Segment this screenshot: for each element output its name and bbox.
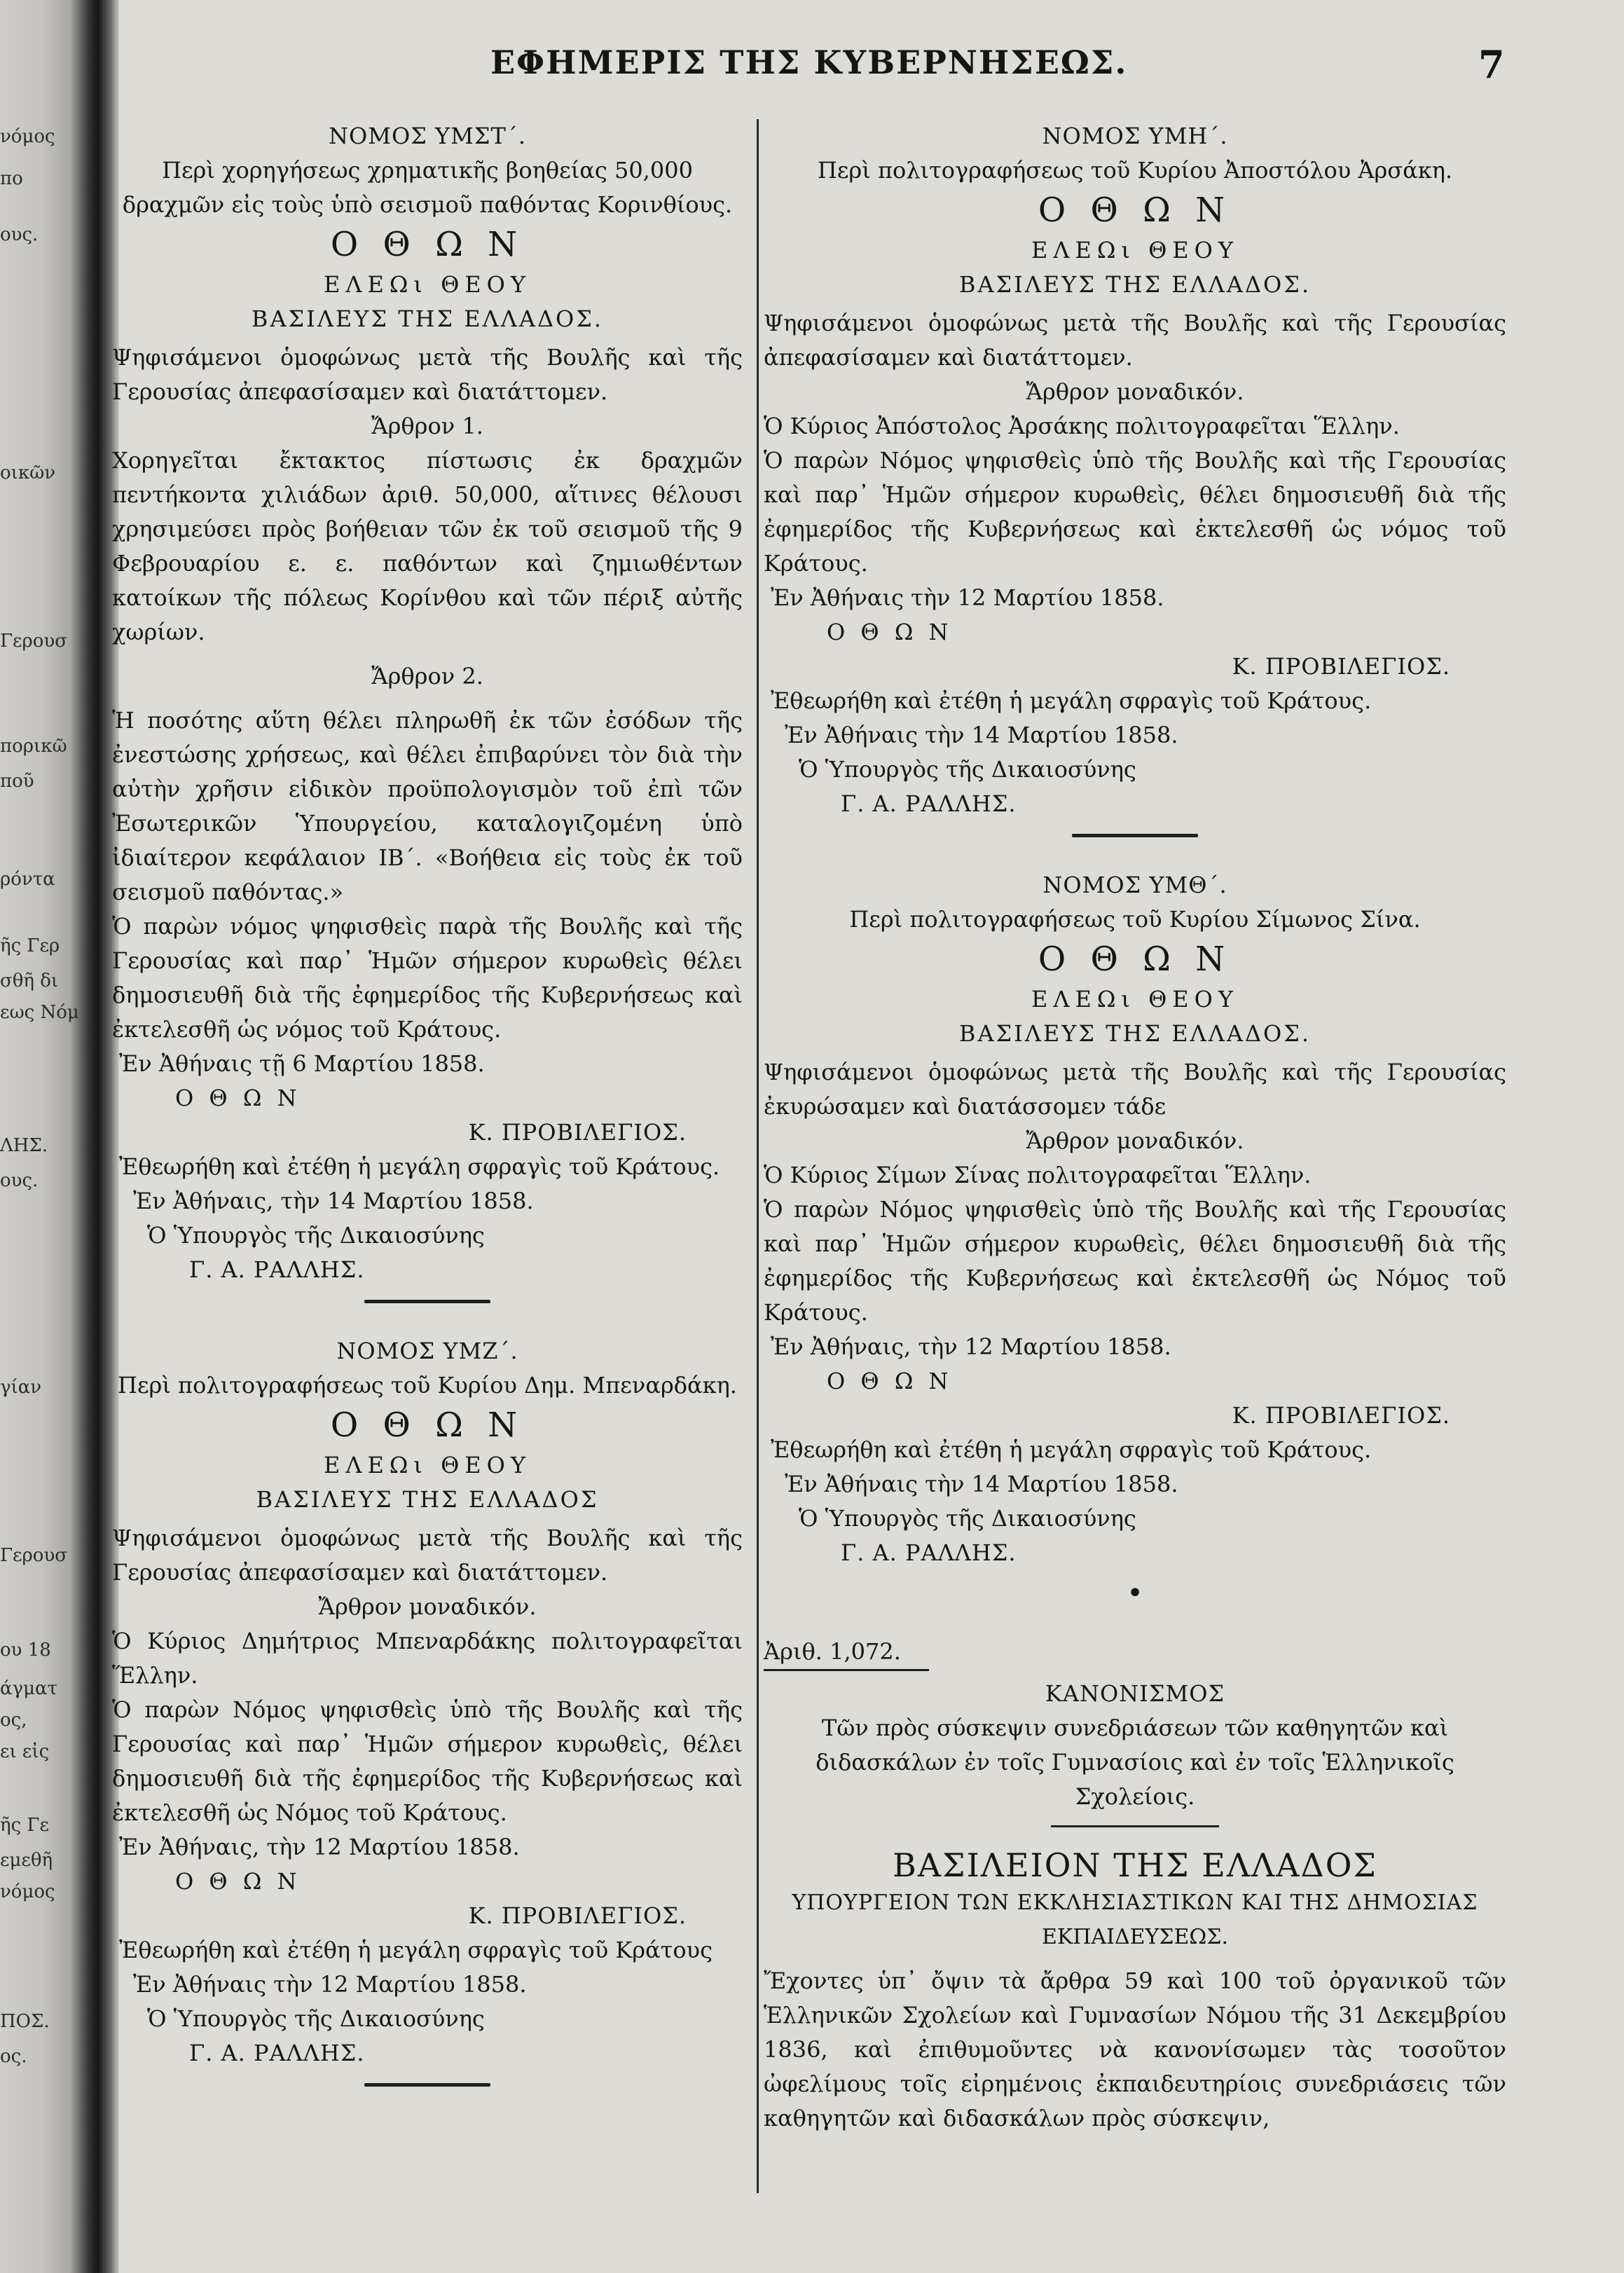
seal-date: Ἐν Ἀθήναις τὴν 12 Μαρτίου 1858. [133, 1971, 527, 1998]
edge-fragment: εμεθῆ [0, 1850, 53, 1871]
edge-fragment: ῆς Γερ [0, 935, 60, 956]
kingdom-heading: ΒΑΣΙΛΕΙΟΝ ΤΗΣ ΕΛΛΑΔΟΣ [893, 1846, 1377, 1884]
king-name: Ο Θ Ω Ν [330, 1406, 525, 1445]
article-text: Ὁ Κύριος Σίμων Σίνας πολιτογραφεῖται Ἕλλην. [764, 1162, 1312, 1188]
edge-fragment: ει εἰς [0, 1741, 50, 1762]
edge-fragment: νόμος [0, 126, 55, 147]
regulation-title: ΚΑΝΟΝΙΣΜΟΣ [1045, 1680, 1225, 1707]
closing-text: Ὁ παρὼν νόμος ψηφισθεὶς παρὰ τῆς Βουλῆς καὶ τῆς Γερουσίας καὶ παρ᾽ Ἡμῶν σήμερον κυρωθεὶς θέλει δημοσιευθῆ διὰ τῆς ἐφημερίδος τῆς Κυβερνήσεως καὶ ἐκτελεσθῆ ὡς νόμος τοῦ Κράτους. [112, 913, 743, 1043]
royal-signature: Ο Θ Ω Ν [827, 619, 953, 645]
edge-fragment: ους. [0, 224, 39, 245]
edge-fragment: άγματ [0, 1678, 57, 1699]
article-heading: Ἄρθρον 2. [371, 663, 483, 689]
law-ymi [764, 119, 1506, 837]
seal-notice: Ἐθεωρήθη καὶ ἐτέθη ἡ μεγάλη σφραγὶς τοῦ Κράτους. [771, 1436, 1372, 1463]
regulation-subtitle: Τῶν πρὸς σύσκεψιν συνεδριάσεων τῶν καθηγητῶν καὶ διδασκάλων ἐν τοῖς Γυμνασίοις καὶ ἐν τοῖς Ἑλληνικοῖς Σχολείοις. [816, 1715, 1454, 1810]
edge-fragment: εως Νόμ [0, 1002, 79, 1023]
law-subtitle: Περὶ χορηγήσεως χρηματικῆς βοηθείας 50,000 δραχμῶν εἰς τοὺς ὑπὸ σεισμοῦ παθόντας Κορινθίους. [122, 157, 733, 218]
article-heading: Ἄρθρον μοναδικόν. [318, 1593, 537, 1620]
closing-text: Ὁ παρὼν Νόμος ψηφισθεὶς ὑπὸ τῆς Βουλῆς καὶ τῆς Γερουσίας καὶ παρ᾽ Ἡμῶν σήμερον κυρωθεὶς, θέλει δημοσιευθῆ διὰ τῆς ἐφημερίδος τῆς Κυβερνήσεως καὶ ἐκτελεσθῆ ὡς νόμος τοῦ Κράτους. [764, 447, 1506, 577]
closing-text: Ὁ παρὼν Νόμος ψηφισθεὶς ὑπὸ τῆς Βουλῆς καὶ τῆς Γερουσίας καὶ παρ᾽ Ἡμῶν σήμερον κυρωθεὶς, θέλει δημοσιευθῆ διὰ τῆς ἐφημερίδος τῆς Κυβερνήσεως καὶ ἐκτελεσθῆ ὡς Νόμος τοῦ Κράτους. [112, 1696, 743, 1826]
seal-date: Ἐν Ἀθήναις τὴν 14 Μαρτίου 1858. [785, 722, 1178, 748]
law-subtitle: Περὶ πολιτογραφήσεως τοῦ Κυρίου Δημ. Μπεναρδάκη. [118, 1372, 737, 1399]
edge-fragment: γίαν [0, 1377, 42, 1398]
king-name: Ο Θ Ω Ν [330, 225, 525, 264]
grace-of-god: ΕΛΕΩι ΘΕΟΥ [323, 1452, 532, 1478]
seal-notice: Ἐθεωρήθη καὶ ἐτέθη ἡ μεγάλη σφραγὶς τοῦ Κράτους [119, 1937, 713, 1963]
edge-fragment: ῆς Γε [0, 1815, 49, 1836]
edge-fragment: ποῦ [0, 771, 34, 792]
article-text: Ἡ ποσότης αὕτη θέλει πληρωθῆ ἐκ τῶν ἐσόδων τῆς ἐνεστώσης χρήσεως, καὶ θέλει ἐπιβαρύνει τὸν διὰ τὴν αὐτὴν χρῆσιν εἰδικὸν προϋπολογισμὸν τοῦ ἐπὶ τῶν Ἐσωτερικῶν Ὑπουργείου, καταλογιζομένη ὑπὸ ἰδιαίτερον κεφάλαιον ΙΒ΄. «Βοήθεια εἰς τοὺς ἐκ τοῦ σεισμοῦ παθόντας.» [112, 707, 743, 905]
section-separator [364, 1300, 490, 1303]
article-heading: Ἄρθρον 1. [371, 413, 483, 439]
grace-of-god: ΕΛΕΩι ΘΕΟΥ [323, 271, 532, 298]
column-divider [757, 119, 759, 2193]
king-title: ΒΑΣΙΛΕΥΣ ΤΗΣ ΕΛΛΑΔΟΣ. [958, 1020, 1312, 1047]
edge-fragment: ος, [0, 1710, 27, 1731]
article-text: Ὁ Κύριος Ἀπόστολος Ἀρσάκης πολιτογραφεῖται Ἕλλην. [764, 413, 1400, 439]
countersigner: Κ. ΠΡΟΒΙΛΕΓΙΟΣ. [468, 1902, 687, 1929]
page-number: 7 [1478, 42, 1505, 87]
ministry-heading-cont: ΕΚΠΑΙΔΕΥΣΕΩΣ. [1041, 1925, 1229, 1949]
seal-date: Ἐν Ἀθήναις τὴν 14 Μαρτίου 1858. [785, 1471, 1178, 1497]
edge-fragment: ΛΗΣ. [0, 1135, 48, 1156]
law-subtitle: Περὶ πολιτογραφήσεως τοῦ Κυρίου Σίμωνος Σίνα. [849, 906, 1421, 933]
edge-fragment: οικῶν [0, 462, 56, 483]
edge-fragment: ου 18 [0, 1640, 51, 1661]
edge-fragment: ους. [0, 1170, 39, 1191]
adjacent-page-edge [0, 0, 88, 2273]
closing-text: Ὁ παρὼν Νόμος ψηφισθεὶς ὑπὸ τῆς Βουλῆς καὶ τῆς Γερουσίας καὶ παρ᾽ Ἡμῶν σήμερον κυρωθεὶς, θέλει δημοσιευθῆ διὰ τῆς ἐφημερίδος τῆς Κυβερνήσεως καὶ ἐκτελεσθῆ ὡς Νόμος τοῦ Κράτους. [764, 1196, 1506, 1326]
minister-name: Γ. Α. ΡΑΛΛΗΣ. [189, 2040, 365, 2066]
left-column [112, 119, 743, 2117]
section-dot: • [1127, 1577, 1143, 1609]
king-title: ΒΑΣΙΛΕΥΣ ΤΗΣ ΕΛΛΑΔΟΣ. [251, 305, 604, 332]
edge-fragment: σθῆ δι [0, 970, 59, 991]
minister-title: Ὁ Ὑπουργὸς τῆς Δικαιοσύνης [799, 756, 1136, 783]
minister-title: Ὁ Ὑπουργὸς τῆς Δικαιοσύνης [147, 2005, 485, 2032]
grace-of-god: ΕΛΕΩι ΘΕΟΥ [1031, 986, 1239, 1012]
section-separator [364, 2083, 490, 2087]
seal-notice: Ἐθεωρήθη καὶ ἐτέθη ἡ μεγάλη σφραγὶς τοῦ Κράτους. [119, 1153, 720, 1180]
right-column [764, 119, 1506, 2166]
edge-fragment: πορικῶ [0, 736, 67, 757]
edge-fragment: νόμος [0, 1881, 55, 1902]
edge-fragment: πο [0, 168, 23, 189]
edge-fragment: ος. [0, 2046, 27, 2067]
law-date: Ἐν Ἀθήναις τὴν 12 Μαρτίου 1858. [771, 584, 1164, 611]
royal-signature: Ο Θ Ω Ν [175, 1085, 301, 1111]
section-separator [1051, 1825, 1219, 1827]
law-subtitle: Περὶ πολιτογραφήσεως τοῦ Κυρίου Ἀποστόλου Ἀρσάκη. [817, 157, 1453, 184]
edge-fragment: ρόντα [0, 869, 55, 890]
seal-date: Ἐν Ἀθήναις, τὴν 14 Μαρτίου 1858. [133, 1188, 534, 1214]
countersigner: Κ. ΠΡΟΒΙΛΕΓΙΟΣ. [1232, 1402, 1450, 1429]
king-title: ΒΑΣΙΛΕΥΣ ΤΗΣ ΕΛΛΑΔΟΣ [256, 1486, 599, 1513]
edge-fragment: Γερουσ [0, 631, 68, 652]
law-ymz [112, 1334, 743, 2087]
preamble: Ψηφισάμενοι ὁμοφώνως μετὰ τῆς Βουλῆς καὶ τῆς Γερουσίας ἀπεφασίσαμεν καὶ διατάττομεν. [764, 310, 1506, 371]
royal-signature: Ο Θ Ω Ν [827, 1368, 953, 1394]
law-date: Ἐν Ἀθήναις τῇ 6 Μαρτίου 1858. [119, 1050, 485, 1077]
minister-name: Γ. Α. ΡΑΛΛΗΣ. [189, 1256, 365, 1283]
article-text: Ὁ Κύριος Δημήτριος Μπεναρδάκης πολιτογραφεῖται Ἕλλην. [112, 1628, 743, 1689]
royal-signature: Ο Θ Ω Ν [175, 1868, 301, 1895]
preamble: Ψηφισάμενοι ὁμοφώνως μετὰ τῆς Βουλῆς καὶ τῆς Γερουσίας ἐκυρώσαμεν καὶ διατάσσομεν τάδε [764, 1059, 1506, 1120]
minister-name: Γ. Α. ΡΑΛΛΗΣ. [841, 1539, 1017, 1566]
law-title: ΝΟΜΟΣ ΥΜΣΤ΄. [328, 123, 527, 149]
regulation-number: Ἀριθ. 1,072. [764, 1635, 929, 1671]
regulation-section [764, 1635, 1506, 2136]
regulation-number-row [764, 1635, 1506, 1677]
section-separator [1072, 834, 1198, 837]
ministry-heading: ΥΠΟΥΡΓΕΙΟΝ ΤΩΝ ΕΚΚΛΗΣΙΑΣΤΙΚΩΝ ΚΑΙ ΤΗΣ ΔΗΜΟΣΙΑΣ [792, 1890, 1478, 1915]
law-title: ΝΟΜΟΣ ΥΜΘ΄. [1042, 872, 1227, 898]
law-title: ΝΟΜΟΣ ΥΜΖ΄. [336, 1338, 518, 1364]
edge-fragment: Γερουσ [0, 1545, 68, 1566]
law-date: Ἐν Ἀθήναις, τὴν 12 Μαρτίου 1858. [771, 1333, 1171, 1360]
law-ymst [112, 119, 743, 1303]
king-name: Ο Θ Ω Ν [1038, 191, 1232, 230]
article-text: Χορηγεῖται ἔκτακτος πίστωσις ἐκ δραχμῶν πεντήκοντα χιλιάδων ἀριθ. 50,000, αἵτινες θέλουσι χρησιμεύσει πρὸς βοήθειαν τῶν ἐκ τοῦ σεισμοῦ τῆς 9 Φεβρουαρίου ε. ε. παθόντων καὶ ζημιωθέντων κατοίκων τῆς πόλεως Κορίνθου καὶ τῶν πέριξ αὐτῆς χωρίων. [112, 447, 743, 645]
regulation-text: Ἔχοντες ὑπ᾽ ὄψιν τὰ ἄρθρα 59 καὶ 100 τοῦ ὀργανικοῦ τῶν Ἑλληνικῶν Σχολείων καὶ Γυμνασίων Νόμου τῆς 31 Δεκεμβρίου 1836, καὶ ἐπιθυμοῦντες νὰ κανονίσωμεν τὰς τοσοῦτον ὠφελίμους τοῖς εἰρημένοις ἐκπαιδευτηρίοις συνεδριάσεις τῶν καθηγητῶν καὶ διδασκάλων πρὸς σύσκεψιν, [764, 1968, 1506, 2131]
law-title: ΝΟΜΟΣ ΥΜΗ΄. [1042, 123, 1228, 149]
article-heading: Ἄρθρον μοναδικόν. [1026, 378, 1244, 405]
preamble: Ψηφισάμενοι ὁμοφώνως μετὰ τῆς Βουλῆς καὶ τῆς Γερουσίας ἀπεφασίσαμεν καὶ διατάττομεν. [112, 344, 743, 405]
minister-name: Γ. Α. ΡΑΛΛΗΣ. [841, 790, 1017, 817]
newspaper-masthead: ΕΦΗΜΕΡΙΣ ΤΗΣ ΚΥΒΕΡΝΗΣΕΩΣ. [490, 43, 1128, 81]
countersigner: Κ. ΠΡΟΒΙΛΕΓΙΟΣ. [1232, 653, 1450, 680]
edge-fragment: ΠΟΣ. [0, 2011, 50, 2032]
preamble: Ψηφισάμενοι ὁμοφώνως μετὰ τῆς Βουλῆς καὶ τῆς Γερουσίας ἀπεφασίσαμεν καὶ διατάττομεν. [112, 1525, 743, 1586]
minister-title: Ὁ Ὑπουργὸς τῆς Δικαιοσύνης [147, 1222, 485, 1249]
king-name: Ο Θ Ω Ν [1038, 940, 1232, 979]
king-title: ΒΑΣΙΛΕΥΣ ΤΗΣ ΕΛΛΑΔΟΣ. [958, 271, 1312, 298]
countersigner: Κ. ΠΡΟΒΙΛΕΓΙΟΣ. [468, 1119, 687, 1146]
article-heading: Ἄρθρον μοναδικόν. [1026, 1127, 1244, 1154]
law-ymth [764, 868, 1506, 1609]
grace-of-god: ΕΛΕΩι ΘΕΟΥ [1031, 237, 1239, 263]
seal-notice: Ἐθεωρήθη καὶ ἐτέθη ἡ μεγάλη σφραγὶς τοῦ Κράτους. [771, 687, 1372, 714]
law-date: Ἐν Ἀθήναις, τὴν 12 Μαρτίου 1858. [119, 1834, 520, 1860]
minister-title: Ὁ Ὑπουργὸς τῆς Δικαιοσύνης [799, 1505, 1136, 1532]
